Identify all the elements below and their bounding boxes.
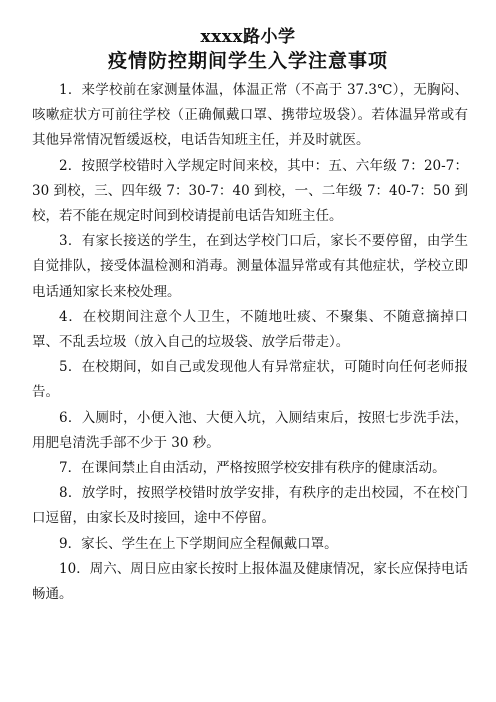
notice-item-6: 6．入厕时，小便入池、大便入坑，入厕结束后，按照七步洗手法，用肥皂清洗手部不少于 30 秒。 bbox=[32, 409, 468, 451]
notice-item-2: 2．按照学校错时入学规定时间来校，其中：五、六年级 7：20-7：30 到校，三、四年级 7：30-7：40 到校，一、二年级 7：40-7：50 到校，若不能在规定时间到校请提前电话告知班主任。 bbox=[32, 157, 468, 225]
school-name: xxxx路小学 bbox=[200, 27, 296, 47]
notice-item-5: 5．在校期间，如自己或发现他人有异常症状，可随时向任何老师报告。 bbox=[32, 359, 468, 401]
notice-body bbox=[32, 78, 468, 607]
notice-item-4: 4．在校期间注意个人卫生，不随地吐痰、不聚集、不随意摘掉口罩、不乱丢垃圾（放入自己的垃圾袋、放学后带走）。 bbox=[32, 308, 468, 351]
notice-item-9: 9．家长、学生在上下学期间应全程佩戴口罩。 bbox=[59, 535, 338, 552]
notice-item-3: 3．有家长接送的学生，在到达学校门口后，家长不要停留，由学生自觉排队，接受体温检测和消毒。测量体温异常或有其他症状，学校立即电话通知家长来校处理。 bbox=[32, 233, 468, 300]
notice-item-10: 10．周六、周日应由家长按时上报体温及健康情况，家长应保持电话畅通。 bbox=[32, 560, 468, 603]
notice-item-1: 1．来学校前在家测量体温，体温正常（不高于 37.3℃），无胸闷、咳嗽症状方可前往学校（正确佩戴口罩、携带垃圾袋）。若体温异常或有其他异常情况暂缓返校，电话告知班主任，并及时就医。 bbox=[32, 82, 468, 149]
document-title: 疫情防控期间学生入学注意事项 bbox=[107, 50, 388, 72]
notice-item-7: 7．在课间禁止自由活动，严格按照学校安排有秩序的健康活动。 bbox=[59, 460, 446, 477]
notice-item-8: 8．放学时，按照学校错时放学安排，有秩序的走出校园，不在校门口逗留，由家长及时接回，途中不停留。 bbox=[32, 485, 468, 527]
